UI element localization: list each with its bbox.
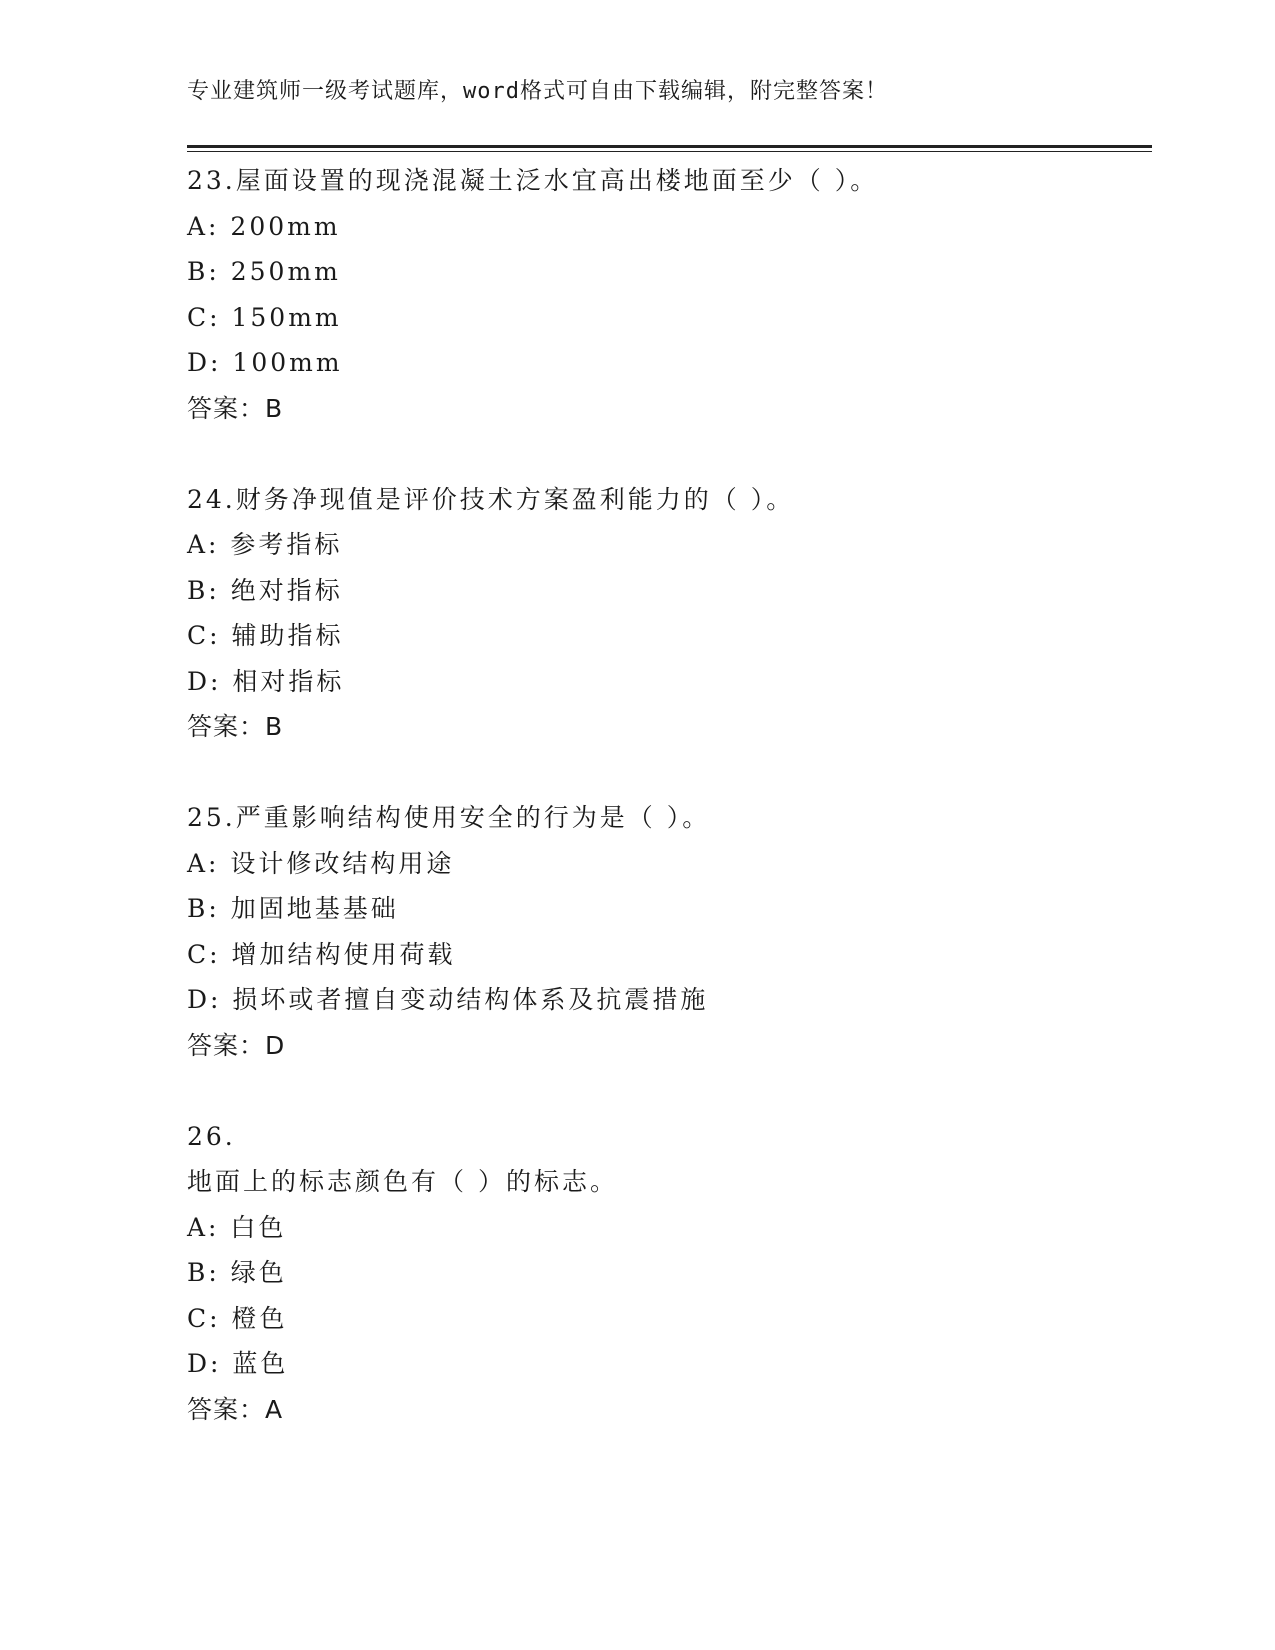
option-b: B: 250mm [187, 257, 341, 286]
answer: 答案：D [187, 1030, 286, 1060]
question-stem: 23.屋面设置的现浇混凝土泛水宜高出楼地面至少（ ）。 [187, 166, 879, 195]
option-b: B: 绿色 [187, 1258, 287, 1287]
answer: 答案：B [187, 712, 284, 741]
question-number: 26. [187, 1121, 236, 1151]
question-list [187, 158, 1152, 1432]
header-divider [187, 145, 1152, 148]
spacer [187, 431, 1152, 477]
spacer [187, 1068, 1152, 1114]
option-d: D: 100mm [187, 348, 343, 377]
question-24 [187, 477, 1152, 750]
option-b: B: 绝对指标 [187, 575, 343, 605]
question-stem: 24.财务净现值是评价技术方案盈利能力的（ ）。 [187, 484, 795, 514]
question-stem: 25.严重影响结构使用安全的行为是（ ）。 [187, 803, 711, 832]
option-c: C: 增加结构使用荷载 [187, 939, 456, 969]
question-26 [187, 1114, 1152, 1433]
header-divider-thin [187, 151, 1152, 152]
question-25 [187, 795, 1152, 1068]
option-a: A: 200mm [187, 211, 341, 241]
question-stem: 地面上的标志颜色有（ ）的标志。 [187, 1167, 618, 1196]
page-header: 专业建筑师一级考试题库，word格式可自由下载编辑，附完整答案！ [187, 79, 888, 104]
answer: 答案：B [187, 393, 284, 423]
spacer [187, 750, 1152, 796]
option-d: D: 相对指标 [187, 666, 345, 696]
option-d: D: 蓝色 [187, 1349, 289, 1378]
option-a: A: 白色 [187, 1212, 287, 1242]
question-23 [187, 158, 1152, 431]
answer: 答案：A [187, 1394, 284, 1424]
option-c: C: 橙色 [187, 1303, 288, 1333]
option-a: A: 设计修改结构用途 [187, 848, 455, 878]
option-c: C: 150mm [187, 302, 342, 332]
option-a: A: 参考指标 [187, 530, 343, 559]
option-b: B: 加固地基基础 [187, 894, 399, 923]
option-d: D: 损坏或者擅自变动结构体系及抗震措施 [187, 985, 709, 1014]
option-c: C: 辅助指标 [187, 621, 344, 650]
